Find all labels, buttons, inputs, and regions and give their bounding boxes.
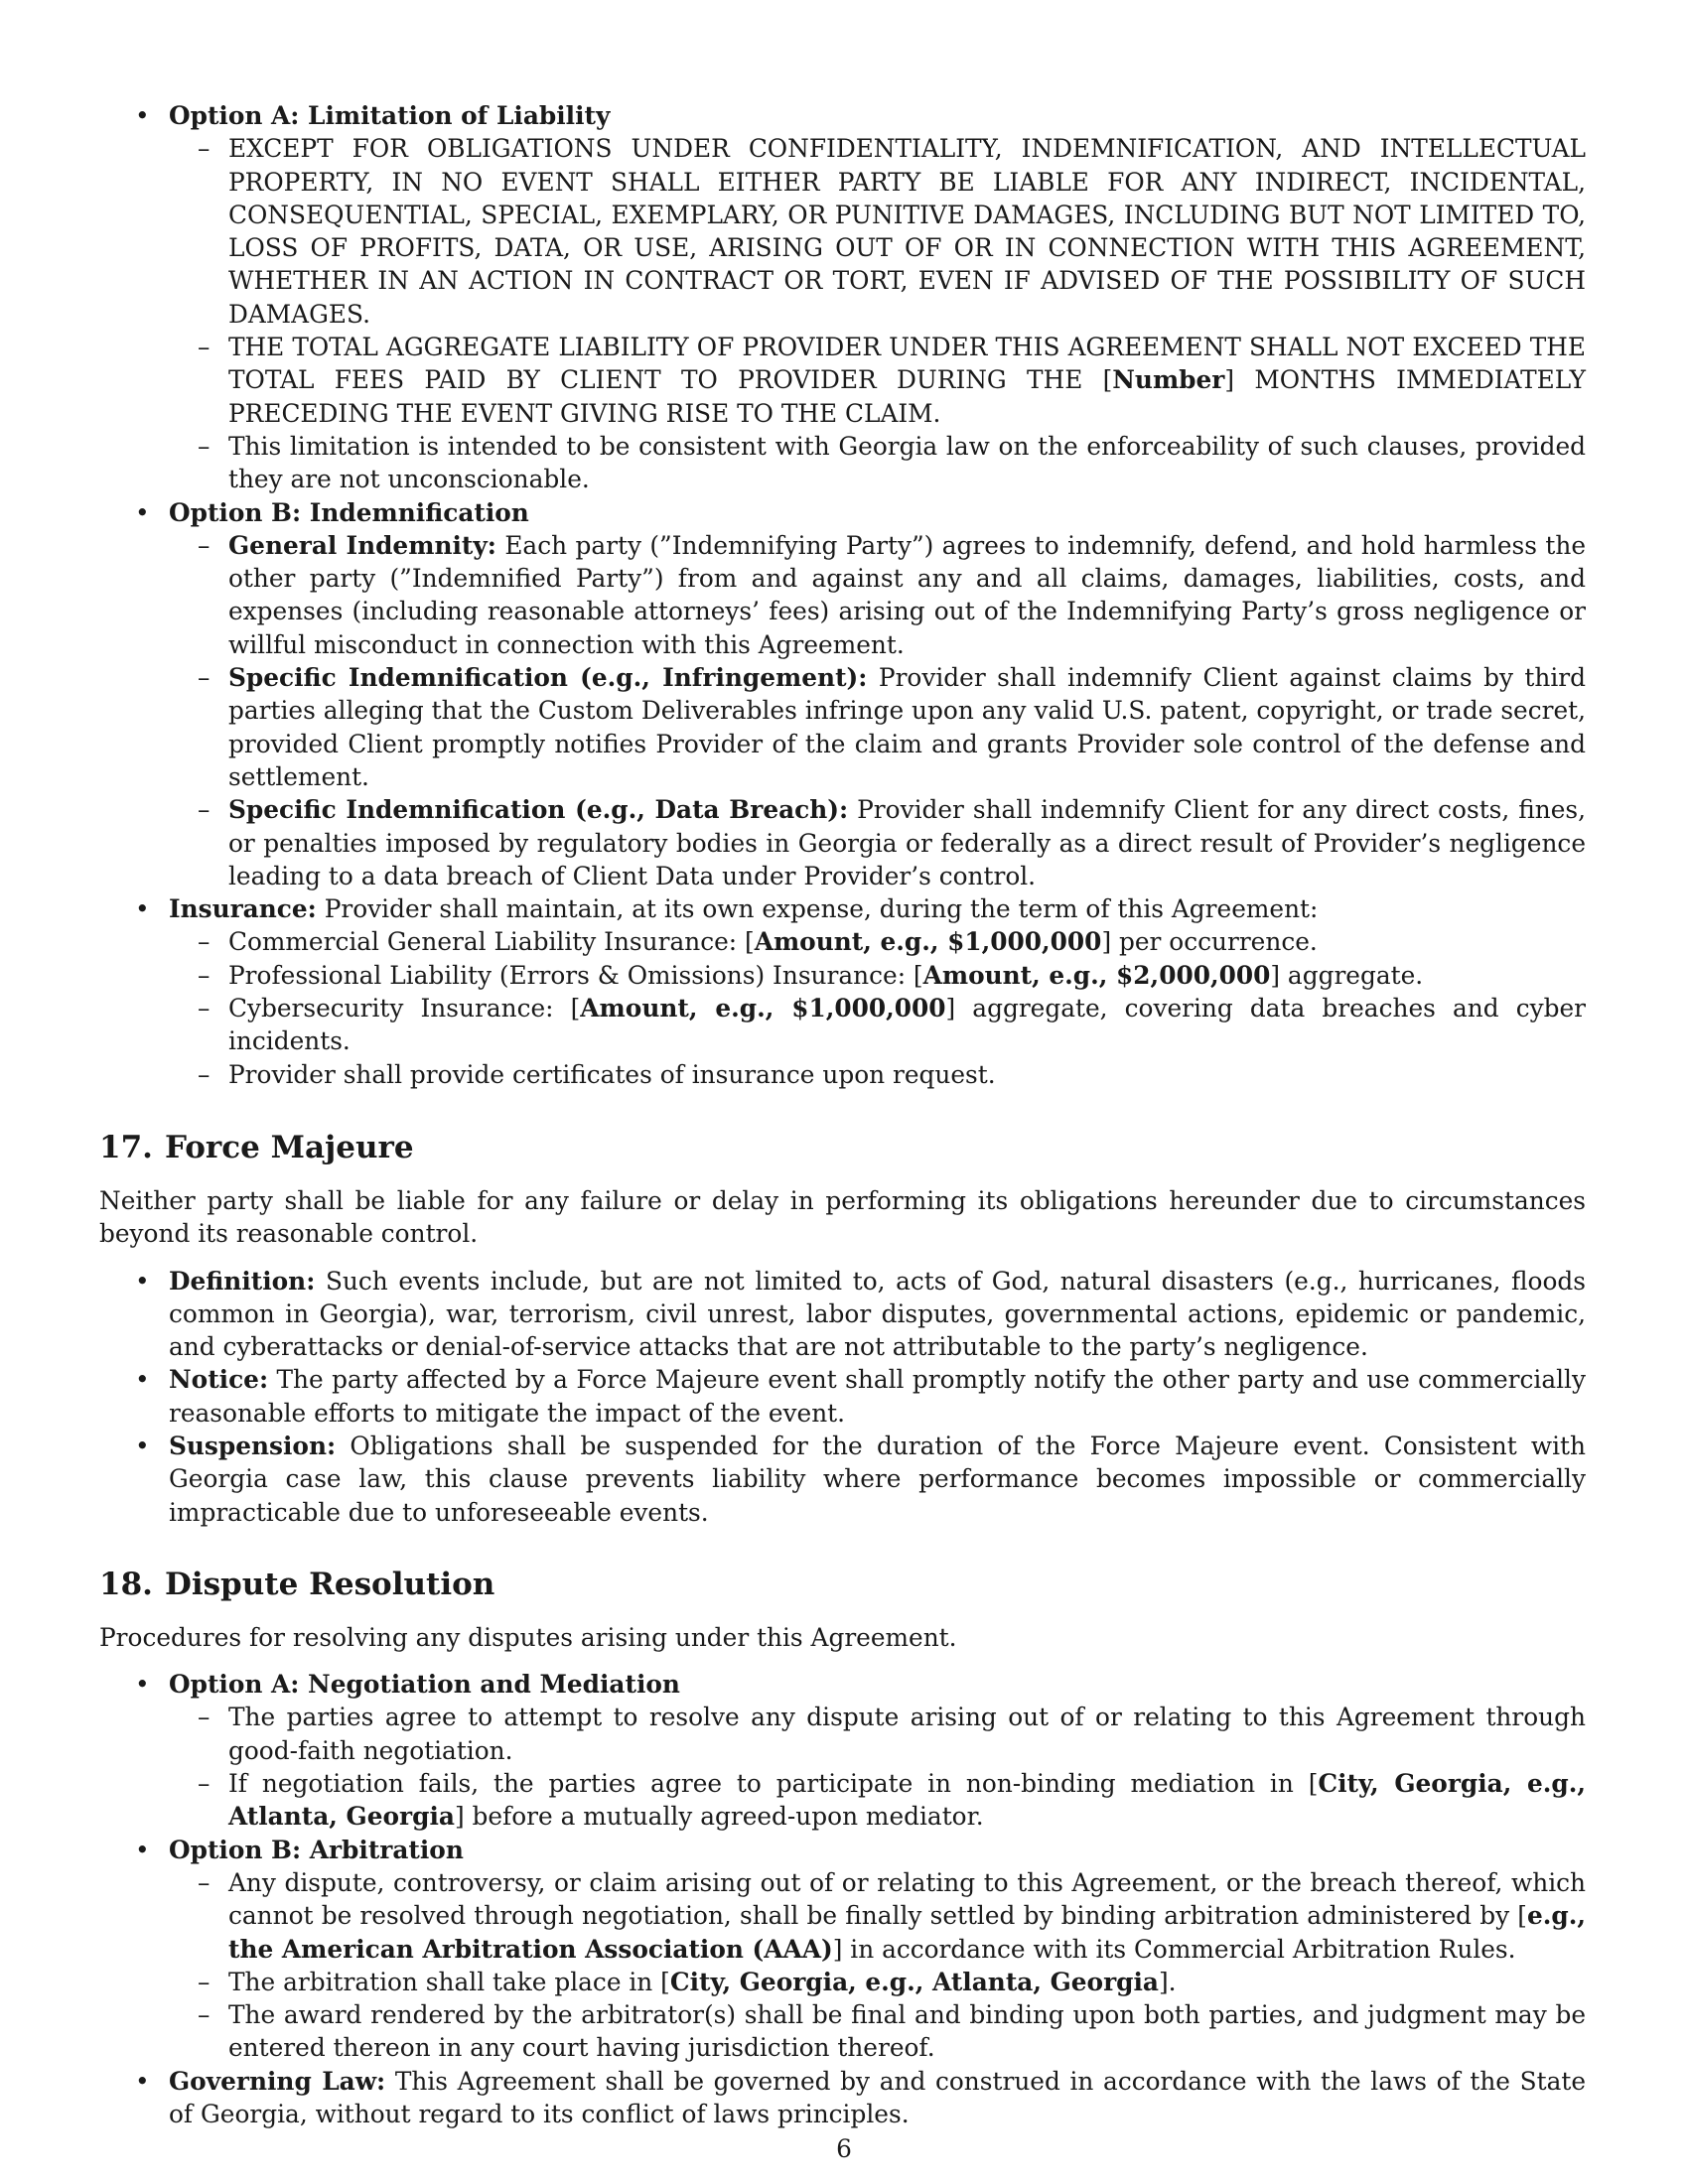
list-item — [99, 1834, 1586, 2065]
cyber-insurance-item: – Cybersecurity Insurance: [Amount, e.g., $1,000,000] aggregate, covering data breaches and cyber incidents. — [169, 992, 1586, 1058]
negotiation-option-label: Option A: Negotiation and Mediation — [169, 1670, 680, 1700]
page-number: 6 — [836, 2134, 852, 2163]
insurance-label: Insurance: — [169, 894, 317, 924]
list-item: • Insurance: Provider shall maintain, at its own expense, during the term of this Agreement: – Commercial General Liability Insurance: [Amount, e.g., $1,000,000] per occurrence. – Professional Liability (Errors & Omissions) Insurance: [Amount, e.g., $2,000,000] aggregate. – Cybersecurity Insurance: [Amount, e.g., $1,000,000] aggregate, covering data breaches and cyber incidents. – Provider shall provide certificates of insurance upon request. — [99, 892, 1586, 1091]
section-17-heading: 17. Force Majeure — [99, 1129, 414, 1165]
section-17-list — [99, 1265, 1586, 1529]
document-page — [99, 99, 1586, 2130]
infringement-indemnity-clause: – Specific Indemnification (e.g., Infringement): Provider shall indemnify Client against claims by third parties alleging that the Custom Deliverables infringe upon any valid U.S. patent, copyright, or trade secret, provided Client promptly notifies Provider of the claim and grants Provider sole control of the defense and settlement. — [169, 661, 1586, 793]
list-item — [99, 99, 1586, 496]
section-18-heading: 18. Dispute Resolution — [99, 1566, 495, 1602]
limitation-damages-clause: – EXCEPT FOR OBLIGATIONS UNDER CONFIDENTIALITY, INDEMNIFICATION, AND INTELLECTUAL PROPERTY, IN NO EVENT SHALL EITHER PARTY BE LIABLE FOR ANY INDIRECT, INCIDENTAL, CONSEQUENTIAL, SPECIAL, EXEMPLARY, OR PUNITIVE DAMAGES, INCLUDING BUT NOT LIMITED TO, LOSS OF PROFITS, DATA, OR USE, ARISING OUT OF OR IN CONNECTION WITH THIS AGREEMENT, WHETHER IN AN ACTION IN CONTRACT OR TORT, EVEN IF ADVISED OF THE POSSIBILITY OF SUCH DAMAGES. — [169, 132, 1586, 331]
professional-liability-item: – Professional Liability (Errors & Omissions) Insurance: [Amount, e.g., $2,000,000] aggregate. — [169, 959, 1586, 992]
mediation-clause: – If negotiation fails, the parties agree to participate in non-binding mediation in [City, Georgia, e.g., Atlanta, Georgia] before a mutually agreed-upon mediator. — [169, 1767, 1586, 1834]
arbitration-option-label: Option B: Arbitration — [169, 1835, 464, 1864]
cgl-insurance-item: – Commercial General Liability Insurance: [Amount, e.g., $1,000,000] per occurrence. — [169, 925, 1586, 958]
data-breach-indemnity-clause: – Specific Indemnification (e.g., Data Breach): Provider shall indemnify Client for any direct costs, fines, or penalties imposed by regulatory bodies in Georgia or federally as a direct result of Provider’s negligence leading to a data breach of Client Data under Provider’s control. — [169, 793, 1586, 892]
notice-item: • Notice: The party affected by a Force Majeure event shall promptly notify the other party and use commercially reasonable efforts to mitigate the impact of the event. — [99, 1363, 1586, 1430]
list-item — [99, 1668, 1586, 1833]
general-indemnity-clause: – General Indemnity: Each party (”Indemnifying Party”) agrees to indemnify, defend, and hold harmless the other party (”Indemnified Party”) from and against any and all claims, damages, liabilities, costs, and expenses (including reasonable attorneys’ fees) arising out of the Indemnifying Party’s gross negligence or willful misconduct in connection with this Agreement. — [169, 529, 1586, 661]
placeholder-number: Number — [1112, 365, 1225, 395]
arbitration-clause: – Any dispute, controversy, or claim arising out of or relating to this Agreement, or the breach thereof, which cannot be resolved through negotiation, shall be finally settled by binding arbitration administered by [e.g., the American Arbitration Association (AAA)] in accordance with its Commercial Arbitration Rules. — [169, 1866, 1586, 1966]
option-a-label: Option A: Limitation of Liability — [169, 101, 611, 130]
georgia-law-clause: – This limitation is intended to be consistent with Georgia law on the enforceability of such clauses, provided they are not unconscionable. — [169, 430, 1586, 496]
aggregate-liability-clause: – THE TOTAL AGGREGATE LIABILITY OF PROVIDER UNDER THIS AGREEMENT SHALL NOT EXCEED THE TOTAL FEES PAID BY CLIENT TO PROVIDER DURING THE [Number] MONTHS IMMEDIATELY PRECEDING THE EVENT GIVING RISE TO THE CLAIM. — [169, 331, 1586, 430]
award-clause: – The award rendered by the arbitrator(s) shall be final and binding upon both parties, and judgment may be entered thereon in any court having jurisdiction thereof. — [169, 1998, 1586, 2065]
section-17-intro: Neither party shall be liable for any failure or delay in performing its obligations hereunder due to circumstances beyond its reasonable control. — [99, 1185, 1586, 1249]
arbitration-place-clause: – The arbitration shall take place in [City, Georgia, e.g., Atlanta, Georgia]. — [169, 1966, 1586, 1998]
list-item — [99, 496, 1586, 893]
definition-item: • Definition: Such events include, but are not limited to, acts of God, natural disasters (e.g., hurricanes, floods common in Georgia), war, terrorism, civil unrest, labor disputes, governmental actions, epidemic or pandemic, and cyberattacks or denial-of-service attacks that are not attributable to the party’s negligence. — [99, 1265, 1586, 1364]
option-b-label: Option B: Indemnification — [169, 497, 529, 527]
negotiation-clause: – The parties agree to attempt to resolve any dispute arising out of or relating to this Agreement through good-faith negotiation. — [169, 1701, 1586, 1767]
section-18-list — [99, 1668, 1586, 2130]
suspension-item: • Suspension: Obligations shall be suspended for the duration of the Force Majeure event. Consistent with Georgia case law, this clause prevents liability where performance becomes impossible or commercially impracticable due to unforeseeable events. — [99, 1430, 1586, 1529]
section-18-intro: Procedures for resolving any disputes arising under this Agreement. — [99, 1622, 957, 1652]
certificates-item: – Provider shall provide certificates of insurance upon request. — [169, 1058, 1586, 1091]
section-16-list — [99, 99, 1586, 1091]
governing-law-item: • Governing Law: This Agreement shall be governed by and construed in accordance with the laws of the State of Georgia, without regard to its conflict of laws principles. — [99, 2065, 1586, 2131]
